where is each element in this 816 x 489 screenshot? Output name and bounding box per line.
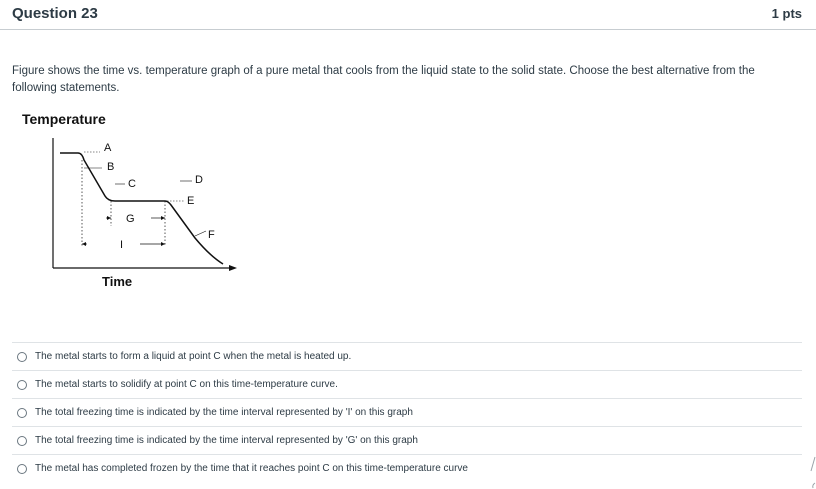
radio-button-icon[interactable]: [17, 436, 27, 446]
radio-button-icon[interactable]: [17, 408, 27, 418]
answer-label: The metal starts to solidify at point C on this time-temperature curve.: [35, 379, 338, 390]
cooling-curve-diagram: [20, 108, 250, 293]
radio-button-icon[interactable]: [17, 464, 27, 474]
cooling-curve-figure: [20, 108, 250, 293]
point-label-c: C: [128, 178, 136, 190]
answer-option-4[interactable]: [12, 426, 802, 454]
point-label-b: B: [107, 161, 115, 173]
answer-label: The total freezing time is indicated by the time interval represented by 'G' on this graph: [35, 435, 418, 446]
point-label-a: A: [104, 142, 112, 154]
question-title: Question 23: [12, 5, 98, 22]
leader-f: [195, 231, 206, 236]
point-label-e: E: [187, 195, 195, 207]
answer-label: The total freezing time is indicated by the time interval represented by 'I' on this graph: [35, 407, 413, 418]
radio-button-icon[interactable]: [17, 352, 27, 362]
answer-label: The metal has completed frozen by the time that it reaches point C on this time-temperature curve: [35, 463, 468, 474]
answer-option-5[interactable]: [12, 454, 802, 482]
answer-list: [12, 342, 802, 482]
answer-option-3[interactable]: [12, 398, 802, 426]
answer-option-2[interactable]: [12, 370, 802, 398]
question-header: [0, 0, 816, 30]
x-axis-label: Time: [102, 274, 133, 289]
time-axis-arrowhead: [229, 265, 237, 271]
interval-label-i: I: [120, 239, 124, 251]
interval-label-g: G: [126, 213, 135, 225]
cooling-curve: [60, 153, 223, 264]
answer-label: The metal starts to form a liquid at point C when the metal is heated up.: [35, 351, 352, 362]
question-points: 1 pts: [771, 6, 802, 21]
y-axis-label: Temperature: [22, 111, 106, 127]
answer-option-1[interactable]: [12, 342, 802, 370]
point-label-d: D: [195, 174, 203, 186]
question-prompt: Figure shows the time vs. temperature graph of a pure metal that cools from the liquid state to the solid state. Choose the best alternative from the following statements.: [12, 65, 755, 94]
radio-button-icon[interactable]: [17, 380, 27, 390]
edge-glyph-icon: [810, 455, 816, 489]
point-label-f: F: [208, 229, 215, 241]
